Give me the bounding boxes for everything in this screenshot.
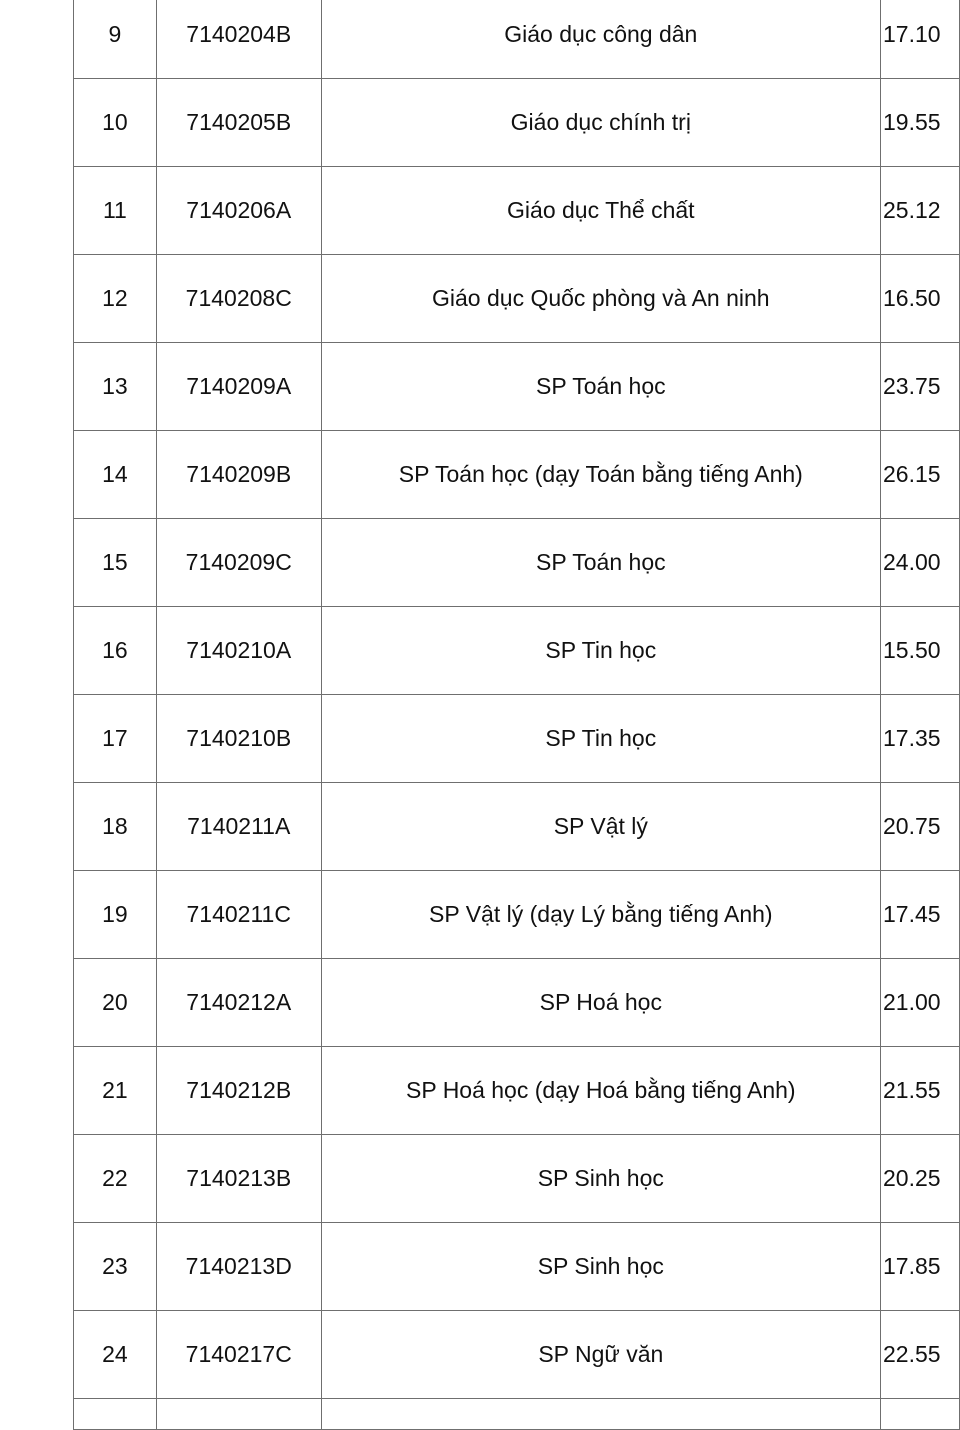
table-row <box>74 79 960 167</box>
cutoff-score: 16.50 <box>881 255 960 343</box>
row-index: 13 <box>74 343 157 431</box>
table-row <box>74 1311 960 1399</box>
program-code: 7140212A <box>156 959 321 1047</box>
cutoff-score: 19.55 <box>881 79 960 167</box>
program-code: 7140213B <box>156 1135 321 1223</box>
row-index: 9 <box>74 0 157 79</box>
row-index: 20 <box>74 959 157 1047</box>
table-row <box>74 167 960 255</box>
cutoff-score: 21.00 <box>881 959 960 1047</box>
program-name: Giáo dục Quốc phòng và An ninh <box>321 255 880 343</box>
program-code: 7140208C <box>156 255 321 343</box>
empty-cell <box>156 1399 321 1430</box>
program-name: Giáo dục chính trị <box>321 79 880 167</box>
program-code: 7140211C <box>156 871 321 959</box>
program-name: SP Hoá học (dạy Hoá bằng tiếng Anh) <box>321 1047 880 1135</box>
program-name: Giáo dục công dân <box>321 0 880 79</box>
cutoff-score: 21.55 <box>881 1047 960 1135</box>
program-name: SP Hoá học <box>321 959 880 1047</box>
program-code: 7140209A <box>156 343 321 431</box>
empty-cell <box>321 1399 880 1430</box>
cutoff-score: 20.25 <box>881 1135 960 1223</box>
program-name: SP Vật lý <box>321 783 880 871</box>
program-name: SP Ngữ văn <box>321 1311 880 1399</box>
table-row <box>74 343 960 431</box>
row-index: 23 <box>74 1223 157 1311</box>
table-row <box>74 1047 960 1135</box>
table-row <box>74 0 960 79</box>
table-row <box>74 607 960 695</box>
program-code: 7140212B <box>156 1047 321 1135</box>
table-row <box>74 871 960 959</box>
program-name: SP Sinh học <box>321 1135 880 1223</box>
cutoff-score: 25.12 <box>881 167 960 255</box>
cutoff-score: 17.45 <box>881 871 960 959</box>
program-code: 7140210B <box>156 695 321 783</box>
program-name: SP Toán học <box>321 519 880 607</box>
row-index: 17 <box>74 695 157 783</box>
program-name: SP Tin học <box>321 607 880 695</box>
table-row <box>74 783 960 871</box>
row-index: 19 <box>74 871 157 959</box>
empty-cell <box>881 1399 960 1430</box>
cutoff-score: 20.75 <box>881 783 960 871</box>
row-index: 21 <box>74 1047 157 1135</box>
table-row <box>74 959 960 1047</box>
empty-cell <box>74 1399 157 1430</box>
cutoff-score: 24.00 <box>881 519 960 607</box>
row-index: 24 <box>74 1311 157 1399</box>
program-code: 7140205B <box>156 79 321 167</box>
program-code: 7140209C <box>156 519 321 607</box>
program-name: SP Sinh học <box>321 1223 880 1311</box>
row-index: 18 <box>74 783 157 871</box>
program-name: SP Tin học <box>321 695 880 783</box>
program-code: 7140213D <box>156 1223 321 1311</box>
row-index: 14 <box>74 431 157 519</box>
row-index: 11 <box>74 167 157 255</box>
row-index: 15 <box>74 519 157 607</box>
table-row <box>74 1135 960 1223</box>
program-name: SP Toán học (dạy Toán bằng tiếng Anh) <box>321 431 880 519</box>
cutoff-score: 23.75 <box>881 343 960 431</box>
program-code: 7140209B <box>156 431 321 519</box>
program-code: 7140217C <box>156 1311 321 1399</box>
admission-score-table <box>73 0 960 1430</box>
cutoff-score: 26.15 <box>881 431 960 519</box>
cutoff-score: 17.85 <box>881 1223 960 1311</box>
cutoff-score: 17.35 <box>881 695 960 783</box>
program-name: Giáo dục Thể chất <box>321 167 880 255</box>
program-code: 7140204B <box>156 0 321 79</box>
row-index: 16 <box>74 607 157 695</box>
table-row <box>74 255 960 343</box>
table-row <box>74 695 960 783</box>
program-code: 7140211A <box>156 783 321 871</box>
row-index: 12 <box>74 255 157 343</box>
row-index: 22 <box>74 1135 157 1223</box>
table-row-cutoff <box>74 1399 960 1430</box>
table-body <box>74 0 960 1430</box>
cutoff-score: 15.50 <box>881 607 960 695</box>
table-row <box>74 1223 960 1311</box>
program-name: SP Toán học <box>321 343 880 431</box>
cutoff-score: 17.10 <box>881 0 960 79</box>
table-row <box>74 519 960 607</box>
row-index: 10 <box>74 79 157 167</box>
cutoff-score: 22.55 <box>881 1311 960 1399</box>
program-code: 7140210A <box>156 607 321 695</box>
program-name: SP Vật lý (dạy Lý bằng tiếng Anh) <box>321 871 880 959</box>
table-row <box>74 431 960 519</box>
program-code: 7140206A <box>156 167 321 255</box>
